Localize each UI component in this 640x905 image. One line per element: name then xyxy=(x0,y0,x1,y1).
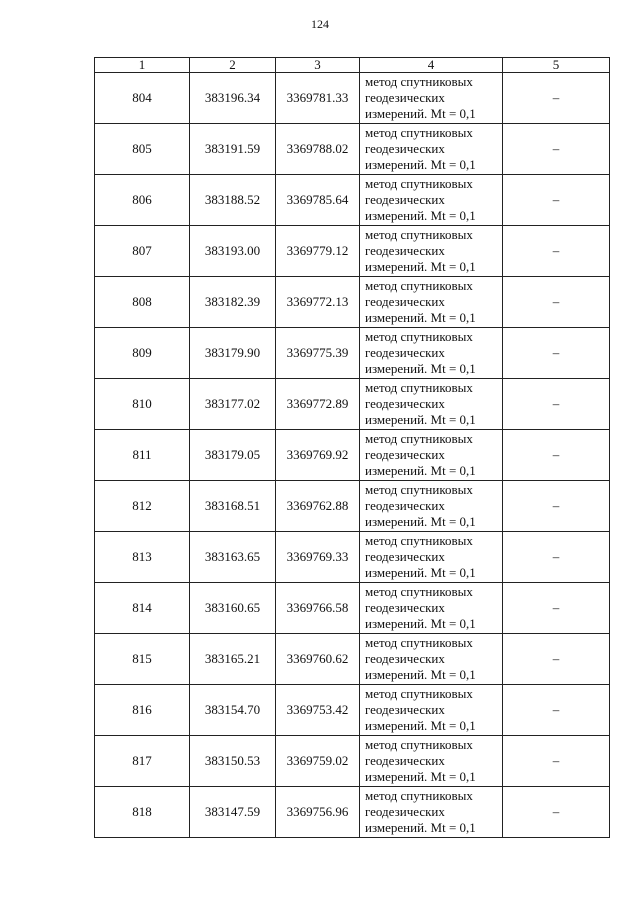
coordinate-x: 383179.90 xyxy=(190,328,276,379)
method-line-1: метод спутниковых xyxy=(365,686,473,701)
method-line-2: геодезических xyxy=(365,141,445,156)
method-line-3: измерений. Mt = 0,1 xyxy=(365,514,476,529)
point-number: 815 xyxy=(95,634,190,685)
column-5-value: – xyxy=(503,532,610,583)
column-5-value: – xyxy=(503,736,610,787)
method-line-2: геодезических xyxy=(365,447,445,462)
method-line-3: измерений. Mt = 0,1 xyxy=(365,259,476,274)
coordinate-x: 383188.52 xyxy=(190,175,276,226)
point-number: 809 xyxy=(95,328,190,379)
method-description xyxy=(360,685,503,736)
column-5-value: – xyxy=(503,481,610,532)
method-line-1: метод спутниковых xyxy=(365,278,473,293)
method-description xyxy=(360,787,503,838)
point-number: 804 xyxy=(95,73,190,124)
coordinate-x: 383160.65 xyxy=(190,583,276,634)
method-description xyxy=(360,73,503,124)
coordinate-x: 383150.53 xyxy=(190,736,276,787)
method-description xyxy=(360,430,503,481)
method-description xyxy=(360,277,503,328)
method-line-2: геодезических xyxy=(365,345,445,360)
point-number: 807 xyxy=(95,226,190,277)
method-description xyxy=(360,328,503,379)
table-row xyxy=(95,583,610,634)
coordinate-x: 383196.34 xyxy=(190,73,276,124)
coordinate-y: 3369769.33 xyxy=(276,532,360,583)
coordinate-y: 3369772.13 xyxy=(276,277,360,328)
method-description xyxy=(360,175,503,226)
coordinate-y: 3369762.88 xyxy=(276,481,360,532)
method-description xyxy=(360,124,503,175)
method-line-1: метод спутниковых xyxy=(365,737,473,752)
method-line-2: геодезических xyxy=(365,804,445,819)
point-number: 818 xyxy=(95,787,190,838)
method-line-2: геодезических xyxy=(365,396,445,411)
method-description xyxy=(360,226,503,277)
column-5-value: – xyxy=(503,328,610,379)
point-number: 806 xyxy=(95,175,190,226)
point-number: 808 xyxy=(95,277,190,328)
method-line-3: измерений. Mt = 0,1 xyxy=(365,106,476,121)
method-line-1: метод спутниковых xyxy=(365,176,473,191)
method-description xyxy=(360,634,503,685)
method-line-1: метод спутниковых xyxy=(365,635,473,650)
method-line-1: метод спутниковых xyxy=(365,227,473,242)
method-description xyxy=(360,583,503,634)
coordinate-y: 3369779.12 xyxy=(276,226,360,277)
point-number: 814 xyxy=(95,583,190,634)
table-row xyxy=(95,481,610,532)
point-number: 810 xyxy=(95,379,190,430)
coordinate-x: 383191.59 xyxy=(190,124,276,175)
header-col-2: 2 xyxy=(190,58,276,73)
method-line-1: метод спутниковых xyxy=(365,329,473,344)
header-col-5: 5 xyxy=(503,58,610,73)
header-col-4: 4 xyxy=(360,58,503,73)
coordinate-x: 383154.70 xyxy=(190,685,276,736)
table-row xyxy=(95,226,610,277)
coordinate-y: 3369756.96 xyxy=(276,787,360,838)
method-line-2: геодезических xyxy=(365,243,445,258)
method-line-3: измерений. Mt = 0,1 xyxy=(365,769,476,784)
method-line-1: метод спутниковых xyxy=(365,431,473,446)
method-line-3: измерений. Mt = 0,1 xyxy=(365,208,476,223)
method-line-3: измерений. Mt = 0,1 xyxy=(365,361,476,376)
coordinate-y: 3369769.92 xyxy=(276,430,360,481)
column-5-value: – xyxy=(503,73,610,124)
method-line-2: геодезических xyxy=(365,600,445,615)
table-row xyxy=(95,379,610,430)
point-number: 805 xyxy=(95,124,190,175)
method-line-1: метод спутниковых xyxy=(365,788,473,803)
method-line-2: геодезических xyxy=(365,90,445,105)
method-line-3: измерений. Mt = 0,1 xyxy=(365,310,476,325)
table-row xyxy=(95,175,610,226)
method-line-3: измерений. Mt = 0,1 xyxy=(365,565,476,580)
coordinates-table xyxy=(94,57,610,838)
method-line-2: геодезических xyxy=(365,192,445,207)
method-line-3: измерений. Mt = 0,1 xyxy=(365,820,476,835)
method-line-1: метод спутниковых xyxy=(365,74,473,89)
coordinate-y: 3369753.42 xyxy=(276,685,360,736)
method-description xyxy=(360,379,503,430)
method-line-1: метод спутниковых xyxy=(365,533,473,548)
method-line-2: геодезических xyxy=(365,753,445,768)
coordinate-y: 3369781.33 xyxy=(276,73,360,124)
coordinate-y: 3369785.64 xyxy=(276,175,360,226)
table-row xyxy=(95,277,610,328)
column-5-value: – xyxy=(503,430,610,481)
column-5-value: – xyxy=(503,124,610,175)
method-line-1: метод спутниковых xyxy=(365,584,473,599)
point-number: 812 xyxy=(95,481,190,532)
method-line-3: измерений. Mt = 0,1 xyxy=(365,412,476,427)
method-line-3: измерений. Mt = 0,1 xyxy=(365,718,476,733)
header-col-3: 3 xyxy=(276,58,360,73)
method-line-3: измерений. Mt = 0,1 xyxy=(365,463,476,478)
coordinate-x: 383163.65 xyxy=(190,532,276,583)
table-row xyxy=(95,532,610,583)
column-5-value: – xyxy=(503,277,610,328)
point-number: 813 xyxy=(95,532,190,583)
coordinate-y: 3369759.02 xyxy=(276,736,360,787)
coordinate-x: 383168.51 xyxy=(190,481,276,532)
point-number: 811 xyxy=(95,430,190,481)
method-line-1: метод спутниковых xyxy=(365,380,473,395)
table-header xyxy=(95,58,610,73)
coordinate-x: 383182.39 xyxy=(190,277,276,328)
coordinate-y: 3369788.02 xyxy=(276,124,360,175)
method-line-2: геодезических xyxy=(365,498,445,513)
header-col-1: 1 xyxy=(95,58,190,73)
point-number: 816 xyxy=(95,685,190,736)
column-5-value: – xyxy=(503,787,610,838)
coordinate-x: 383147.59 xyxy=(190,787,276,838)
coordinate-x: 383193.00 xyxy=(190,226,276,277)
page-number: 124 xyxy=(311,17,329,31)
coordinate-x: 383177.02 xyxy=(190,379,276,430)
table-row xyxy=(95,124,610,175)
method-line-3: измерений. Mt = 0,1 xyxy=(365,667,476,682)
method-line-1: метод спутниковых xyxy=(365,482,473,497)
method-line-1: метод спутниковых xyxy=(365,125,473,140)
column-5-value: – xyxy=(503,685,610,736)
header-row xyxy=(95,58,610,73)
table-row xyxy=(95,736,610,787)
method-description xyxy=(360,532,503,583)
method-line-2: геодезических xyxy=(365,651,445,666)
method-description xyxy=(360,481,503,532)
column-5-value: – xyxy=(503,175,610,226)
coordinate-y: 3369772.89 xyxy=(276,379,360,430)
table-row xyxy=(95,73,610,124)
coordinate-y: 3369775.39 xyxy=(276,328,360,379)
table-body xyxy=(95,73,610,838)
method-line-3: измерений. Mt = 0,1 xyxy=(365,616,476,631)
table-row xyxy=(95,787,610,838)
method-line-3: измерений. Mt = 0,1 xyxy=(365,157,476,172)
table-row xyxy=(95,634,610,685)
column-5-value: – xyxy=(503,583,610,634)
table-row xyxy=(95,685,610,736)
point-number: 817 xyxy=(95,736,190,787)
table-row xyxy=(95,430,610,481)
coordinate-y: 3369760.62 xyxy=(276,634,360,685)
coordinate-x: 383179.05 xyxy=(190,430,276,481)
method-line-2: геодезических xyxy=(365,702,445,717)
method-line-2: геодезических xyxy=(365,549,445,564)
coordinate-x: 383165.21 xyxy=(190,634,276,685)
column-5-value: – xyxy=(503,379,610,430)
coordinate-y: 3369766.58 xyxy=(276,583,360,634)
column-5-value: – xyxy=(503,634,610,685)
method-line-2: геодезических xyxy=(365,294,445,309)
method-description xyxy=(360,736,503,787)
table-row xyxy=(95,328,610,379)
column-5-value: – xyxy=(503,226,610,277)
